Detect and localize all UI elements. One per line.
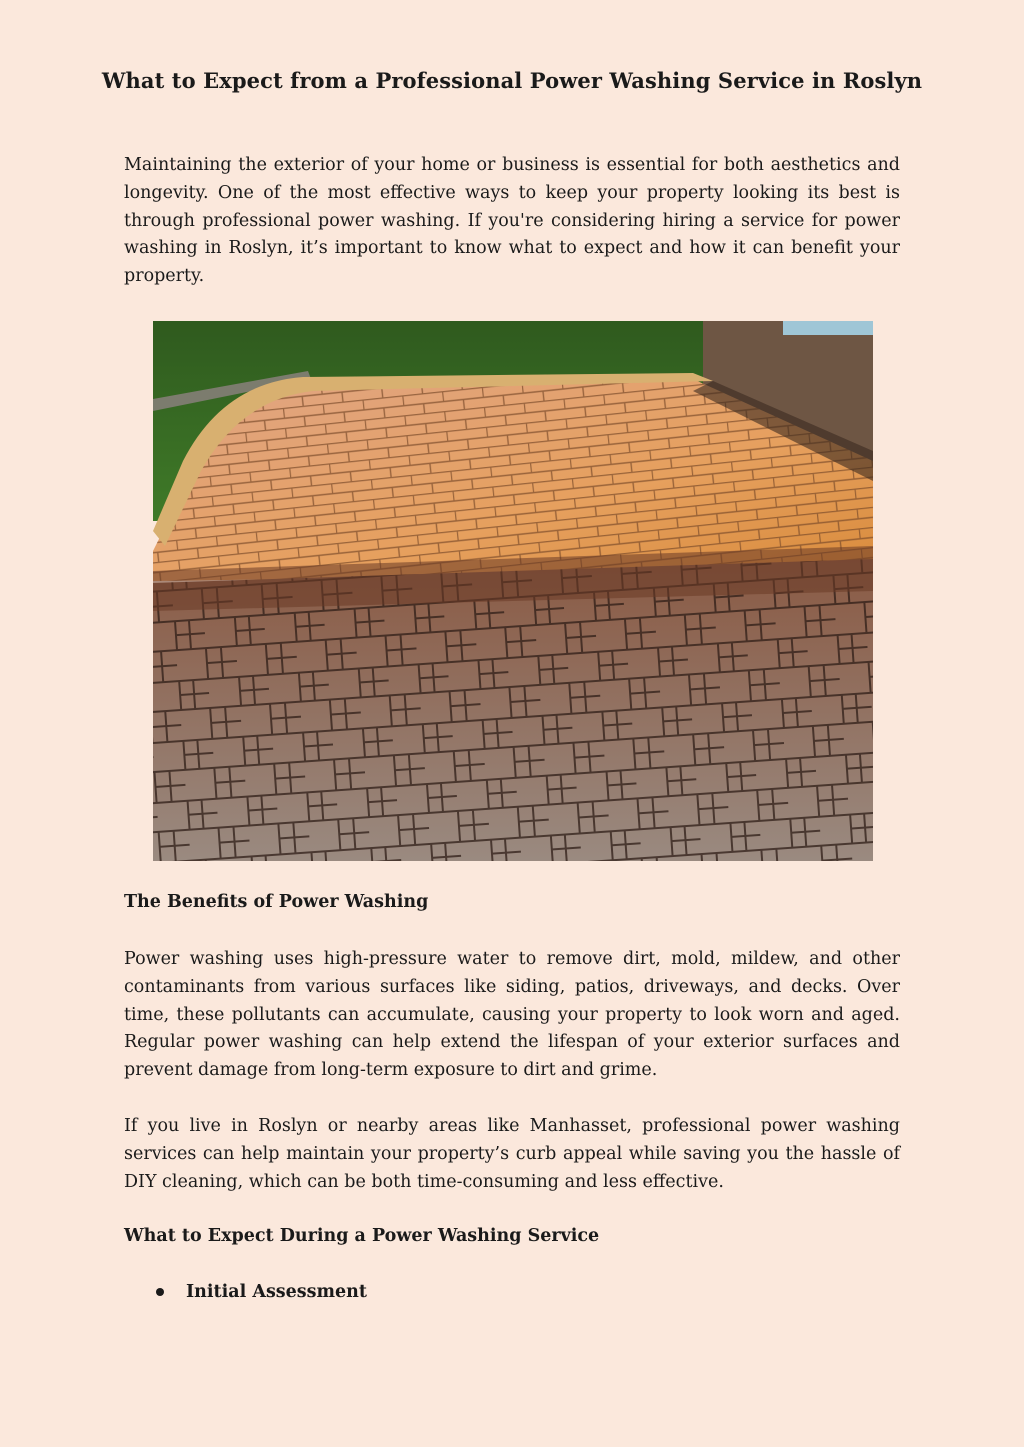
list-item: [156, 1282, 367, 1302]
list-item-label: Initial Assessment: [186, 1282, 367, 1302]
bullet-icon: [156, 1288, 164, 1296]
section-heading-expect: What to Expect During a Power Washing Service: [124, 1226, 600, 1246]
benefits-paragraph-2: If you live in Roslyn or nearby areas like Manhasset, professional power washing services can help maintain your property’s curb appeal while saving you the hassle of DIY cleaning, which can be both time-consuming and less effective.: [124, 1116, 900, 1192]
benefits-paragraph-1: Power washing uses high-pressure water to remove dirt, mold, mildew, and other contaminants from various surfaces like siding, patios, driveways, and decks. Over time, these pollutants can accumulate, causing your property to look worn and aged. Regular power washing can help extend the lifespan of your exterior surfaces and prevent damage from long-term exposure to dirt and grime.: [124, 949, 900, 1081]
patio-photo: [153, 321, 873, 861]
brick-paver-patio-image: [153, 321, 873, 861]
page-title: What to Expect from a Professional Power Washing Service in Roslyn: [101, 68, 923, 93]
section-heading-benefits: The Benefits of Power Washing: [124, 892, 429, 912]
intro-paragraph: Maintaining the exterior of your home or business is essential for both aesthetics and longevity. One of the most effective ways to keep your property looking its best is through professional power washing. If you're considering hiring a service for power washing in Roslyn, it’s important to know what to expect and how it can benefit your property.: [124, 155, 900, 287]
